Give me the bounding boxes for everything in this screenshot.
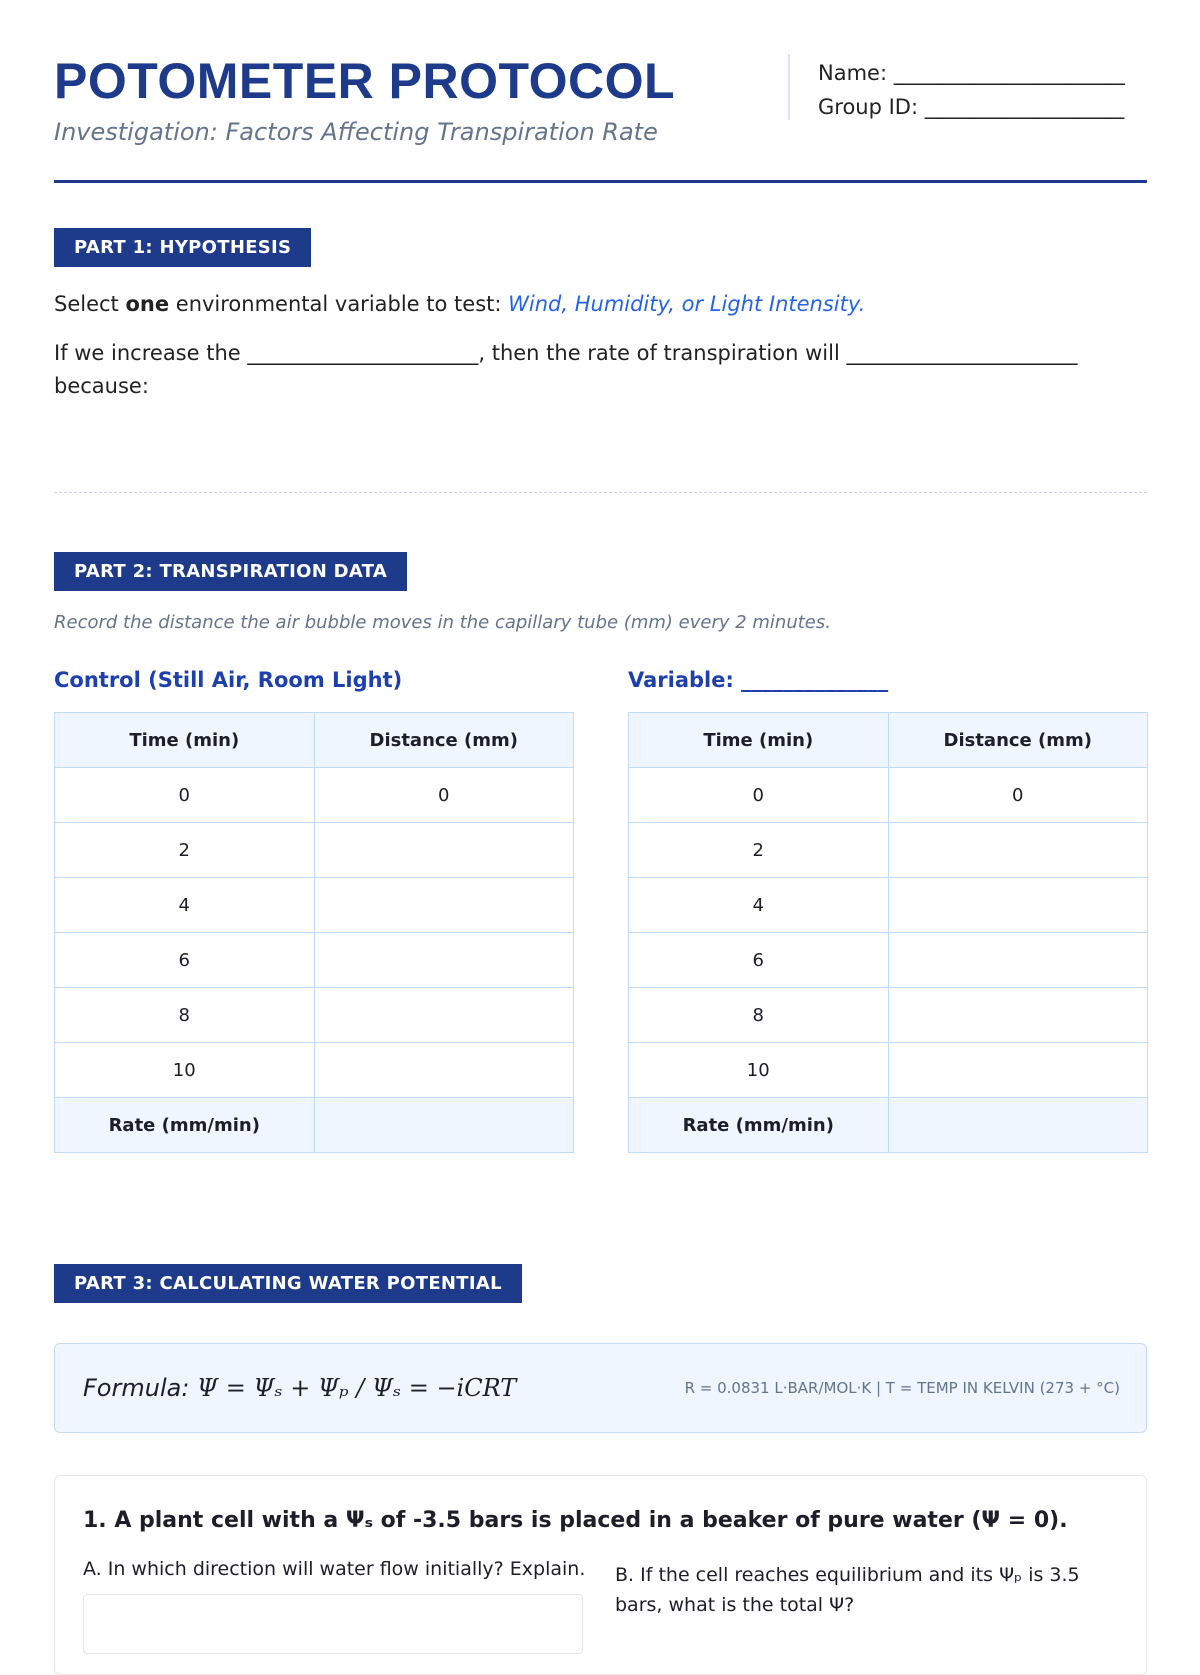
distance-cell[interactable] [314,933,574,988]
distance-cell[interactable]: 0 [888,768,1148,823]
distance-cell[interactable] [314,878,574,933]
variable-table-title[interactable]: Variable: ______________ [628,668,889,692]
text: environmental variable to test: [169,292,509,316]
time-cell: 6 [629,933,889,988]
table-row [629,823,1148,878]
distance-cell[interactable]: 0 [314,768,574,823]
distance-cell[interactable] [314,823,574,878]
time-cell: 10 [629,1043,889,1098]
emphasis: one [125,292,170,316]
table-row [55,768,574,823]
distance-cell[interactable] [888,878,1148,933]
header-rule [54,180,1147,183]
table-row [55,933,574,988]
divider [788,54,790,120]
rate-row [629,1098,1148,1153]
variable-options: Wind, Humidity, or Light Intensity. [508,292,866,316]
table-row [629,878,1148,933]
time-cell: 0 [55,768,315,823]
formula [83,1374,516,1402]
group-id-field[interactable]: Group ID: ___________________ [818,95,1125,119]
formula-label: Formula: [83,1374,198,1402]
page-title: POTOMETER PROTOCOL [54,53,676,109]
page-subtitle: Investigation: Factors Affecting Transpiration Rate [54,118,658,146]
constants: R = 0.0831 L·BAR/MOL·K | T = TEMP IN KELVIN (273 + °C) [684,1379,1120,1397]
rate-cell[interactable] [888,1098,1148,1153]
column-header: Time (min) [629,713,889,768]
part3-badge: PART 3: CALCULATING WATER POTENTIAL [54,1264,522,1303]
question-1b: B. If the cell reaches equilibrium and its Ψₚ is 3.5 bars, what is the total Ψ? [615,1564,1080,1616]
formula-box [54,1343,1147,1433]
table-row [55,1043,574,1098]
distance-cell[interactable] [888,1043,1148,1098]
time-cell: 4 [629,878,889,933]
time-cell: 6 [55,933,315,988]
distance-cell[interactable] [888,988,1148,1043]
distance-cell[interactable] [888,933,1148,988]
time-cell: 8 [55,988,315,1043]
table-row [55,878,574,933]
question-1-card [54,1475,1147,1675]
distance-cell[interactable] [314,1043,574,1098]
time-cell: 2 [629,823,889,878]
time-cell: 8 [629,988,889,1043]
distance-cell[interactable] [888,823,1148,878]
table-row [55,988,574,1043]
rate-label: Rate (mm/min) [629,1098,889,1153]
name-field[interactable]: Name: ______________________ [818,61,1125,85]
part1-badge: PART 1: HYPOTHESIS [54,228,311,267]
rate-cell[interactable] [314,1098,574,1153]
table-row [55,823,574,878]
column-header: Time (min) [55,713,315,768]
table-row [629,933,1148,988]
data-instruction: Record the distance the air bubble moves in the capillary tube (mm) every 2 minutes. [54,612,831,633]
time-cell: 10 [55,1043,315,1098]
column-header: Distance (mm) [888,713,1148,768]
header-row [55,713,574,768]
time-cell: 2 [55,823,315,878]
variable-table-wrap [628,712,1148,1153]
table-row [629,1043,1148,1098]
question-1: 1. A plant cell with a Ψₛ of -3.5 bars is placed in a beaker of pure water (Ψ = 0). [83,1508,1068,1533]
control-table-wrap [54,712,574,1153]
question-1a: A. In which direction will water flow initially? Explain. [83,1558,586,1580]
control-table [54,712,574,1153]
column-header: Distance (mm) [314,713,574,768]
hypothesis-statement[interactable]: If we increase the ______________________, then the rate of transpiration will ______________________ because: [54,341,1078,398]
variable-instruction [54,292,865,316]
text: Select [54,292,126,316]
time-cell: 0 [629,768,889,823]
part2-badge: PART 2: TRANSPIRATION DATA [54,552,407,591]
formula-expression: Ψ = Ψₛ + Ψₚ / Ψₛ = −iCRT [197,1374,517,1402]
distance-cell[interactable] [314,988,574,1043]
variable-table [628,712,1148,1153]
rate-label: Rate (mm/min) [55,1098,315,1153]
table-row [629,768,1148,823]
rate-row [55,1098,574,1153]
answer-box-1a[interactable] [83,1594,583,1654]
header-row [629,713,1148,768]
table-row [629,988,1148,1043]
answer-line [54,492,1147,493]
time-cell: 4 [55,878,315,933]
control-table-title: Control (Still Air, Room Light) [54,668,403,692]
student-fields [818,56,1125,124]
